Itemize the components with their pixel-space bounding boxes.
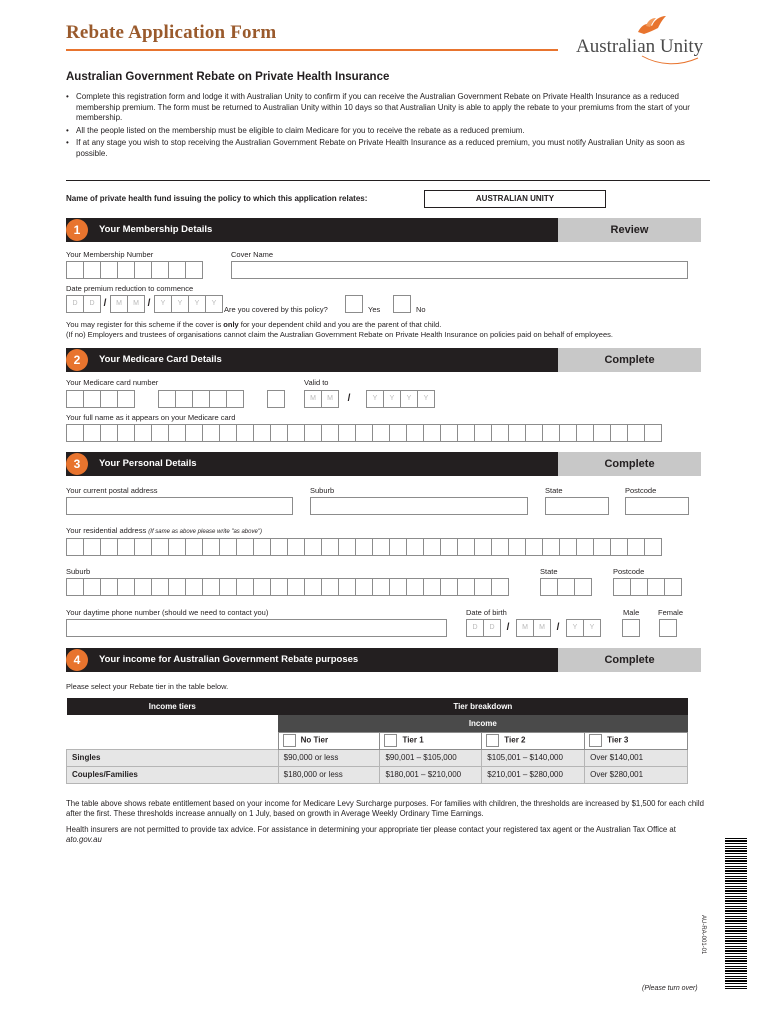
female-label: Female [658,608,684,617]
yes-label: Yes [368,305,381,314]
covered-question: Are you covered by this policy? [224,305,328,314]
covered-yes-checkbox[interactable] [345,295,363,313]
turn-over-note: (Please turn over) [642,985,698,992]
membership-number-label: Your Membership Number [66,250,154,259]
table-row [67,766,688,783]
postcode2-field[interactable] [613,578,681,596]
covered-no-checkbox[interactable] [393,295,411,313]
valid-to-label: Valid to [304,378,329,387]
suburb-label: Suburb [310,486,335,495]
suburb2-label: Suburb [66,567,91,576]
eligibility-note: You may register for this scheme if the cover is only for your dependent child and you are the parent of that child. (If no) Employers and trustees of organisations cannot claim the Australian Government Rebate on Private Health Insurance on policies paid on behalf of employees. [66,320,613,339]
tier-option-no-tier[interactable]: No Tier [278,732,380,749]
tier-option-tier-2[interactable]: Tier 2 [482,732,585,749]
instruction-item: • If at any stage you wish to stop receiving the Australian Government Rebate on Private Health Insurance as a reduced premium, you must notify Australian Unity as soon as possible. [66,138,706,159]
section-2-header [66,348,558,372]
table-cell: $90,000 or less [278,749,380,766]
fund-label: Name of private health fund issuing the policy to which this application relates: [66,194,368,203]
income-tiers-header: Income tiers [67,698,279,715]
table-cell: Over $140,001 [585,749,688,766]
membership-number-field[interactable] [66,261,202,279]
section-number: 2 [66,349,88,371]
medicare-number-part3[interactable] [267,390,284,408]
instruction-item: • All the people listed on the membership must be eligible to claim Medicare for you to receive the rebate as a reduced premium. [66,126,706,137]
postcode-field[interactable] [625,497,689,515]
cover-name-field[interactable] [231,261,688,279]
suburb-field[interactable] [310,497,528,515]
date-premium-label: Date premium reduction to commence [66,284,194,293]
tier-option-tier-1[interactable]: Tier 1 [380,732,482,749]
section-1-status[interactable]: Review [558,218,701,242]
section-number: 1 [66,219,88,241]
cover-name-label: Cover Name [231,250,274,259]
tier-breakdown-header: Tier breakdown [278,698,687,715]
table-cell: $180,000 or less [278,766,380,783]
table-cell: $180,001 – $210,000 [380,766,482,783]
male-checkbox[interactable] [622,619,640,637]
instructions-list [66,92,706,161]
income-header: Income [278,715,687,732]
postal-address-field[interactable] [66,497,293,515]
threshold-footnote: The table above shows rebate entitlement based on your income for Medicare Levy Surcharge purposes. For families with children, the thresholds are increased by $1,500 for each child after the first. These thresholds increase annually on 1 July, based on growth in Average Weekly Ordinary Time Earnings. [66,799,704,818]
postcode2-label: Postcode [613,567,645,576]
income-tier-table [66,698,688,784]
postal-address-label: Your current postal address [66,486,158,495]
section-title: Your income for Australian Government Rebate purposes [99,654,359,665]
state2-label: State [540,567,558,576]
section-4-header [66,648,558,672]
phone-field[interactable] [66,619,447,637]
tax-advice-footnote: Health insurers are not permitted to provide tax advice. For assistance in determining your appropriate tier please contact your registered tax agent or the Australian Tax Office at ato.gov.au [66,825,676,844]
form-subtitle: Australian Government Rebate on Private Health Insurance [66,71,390,83]
table-cell: Over $280,001 [585,766,688,783]
brand-logo [570,14,710,70]
residential-address-label: Your residential address (If same as above please write "as above") [66,526,262,535]
tier-option-tier-3[interactable]: Tier 3 [585,732,688,749]
section-3-status[interactable]: Complete [558,452,701,476]
full-name-field[interactable] [66,424,661,442]
state2-field[interactable] [540,578,591,596]
postcode-label: Postcode [625,486,657,495]
female-checkbox[interactable] [659,619,677,637]
medicare-number-part2[interactable] [158,390,243,408]
section-4-status[interactable]: Complete [558,648,701,672]
tier-checkbox[interactable] [283,734,296,747]
section-number: 3 [66,453,88,475]
table-row [67,749,688,766]
full-name-label: Your full name as it appears on your Medicare card [66,413,236,422]
male-label: Male [623,608,640,617]
table-cell: $210,001 – $280,000 [482,766,585,783]
form-code: AU-RA-001-01 [700,915,706,955]
bird-icon [632,14,668,38]
form-title: Rebate Application Form [66,22,277,43]
section-title: Your Medicare Card Details [99,354,222,365]
dob-field[interactable]: D D / M M / Y Y [466,619,600,637]
section-number: 4 [66,649,88,671]
state-field[interactable] [545,497,609,515]
section-2-status[interactable]: Complete [558,348,701,372]
ato-link[interactable]: ato.gov.au [66,835,102,844]
tier-instruction: Please select your Rebate tier in the table below. [66,682,229,691]
section-title: Your Personal Details [99,458,197,469]
tier-checkbox[interactable] [384,734,397,747]
table-cell: $105,001 – $140,000 [482,749,585,766]
brand-name: Australian Unity [576,36,704,57]
medicare-number-label: Your Medicare card number [66,378,159,387]
tier-checkbox[interactable] [589,734,602,747]
row-label: Couples/Families [67,766,279,783]
residential-address-field[interactable] [66,538,661,556]
no-label: No [416,305,426,314]
section-divider [66,180,710,181]
phone-label: Your daytime phone number (should we need to contact you) [66,608,269,617]
suburb2-field[interactable] [66,578,508,596]
instruction-item: • Complete this registration form and lodge it with Australian Unity to confirm if you can receive the Australian Government Rebate on Private Health Insurance as a reduced membership premium. The form must be returned to Australian Unity within 10 days so that Australian Unity is able to apply the rebate to your premiums from the start of your membership. [66,92,706,124]
section-title: Your Membership Details [99,224,213,235]
premium-date-field[interactable]: D D / M M / Y Y Y Y [66,295,222,313]
section-1-header [66,218,558,242]
medicare-number-part1[interactable] [66,390,134,408]
state-label: State [545,486,563,495]
tier-checkbox[interactable] [486,734,499,747]
valid-to-field[interactable]: M M / Y Y Y Y [304,390,434,408]
brand-swoosh [640,54,700,68]
row-label: Singles [67,749,279,766]
barcode [725,838,747,990]
table-cell: $90,001 – $105,000 [380,749,482,766]
dob-label: Date of birth [466,608,507,617]
fund-name-field[interactable]: AUSTRALIAN UNITY [424,190,606,208]
title-divider [66,49,558,51]
section-3-header [66,452,558,476]
